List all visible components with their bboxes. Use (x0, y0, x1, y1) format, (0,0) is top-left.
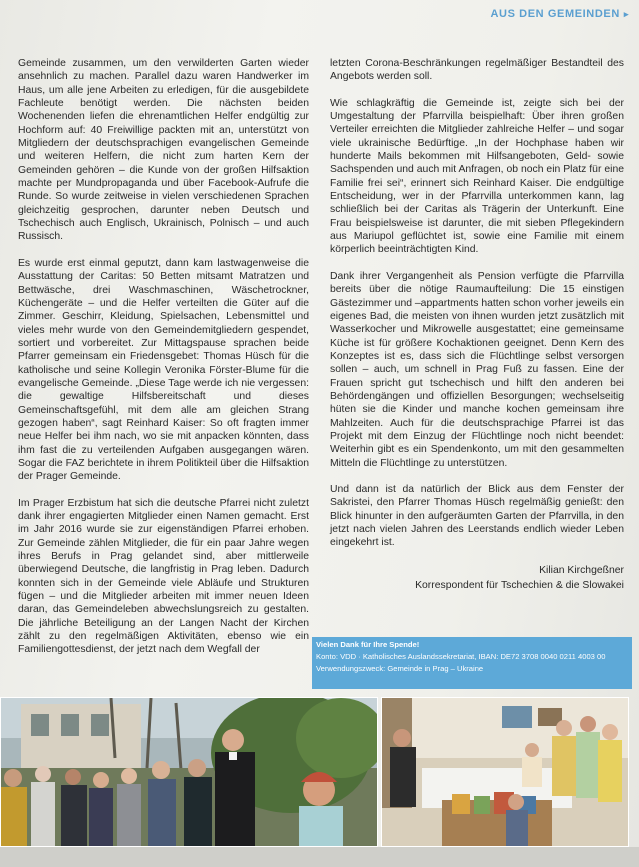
donation-box (312, 637, 632, 689)
section-marker-icon: ▸ (623, 9, 629, 19)
paragraph: Wie schlagkräftig die Gemeinde ist, zeigte sich bei der Umgestaltung der Pfarrvilla beispielhaft: Über ihren großen Verteiler erreichten die Mitglieder zahlreiche Helfer – und sogar viele ukrainische Bedürftige. „In der Hochphase haben wir hunderte Mails bekommen mit Hilfsangeboten, Geld- sowie Sachspenden und auch mit Anfragen, ob noch ein Platz für eine Familie frei sei“, erinnert sich Reinhard Kaiser. Die endgültige Entscheidung, wer in der Pfarrvilla unterkommen kann, lag schließlich bei der Caritas als Trägerin der Unterkunft. Eine Frau beispielsweise ist darunter, die mit sieben Pflegekindern aus Mariupol geflüchtet ist, sowie eine Familie mit einem körperlich beeinträchtigten Kind. (330, 97, 624, 256)
paragraph: letzten Corona-Beschränkungen regelmäßiger Bestandteil des Angebots werden soll. (330, 58, 624, 83)
section-title: AUS DEN GEMEINDEN (490, 8, 620, 20)
left-column (18, 57, 309, 670)
donation-title: Vielen Dank für Ihre Spende! (316, 640, 420, 649)
right-column (330, 57, 624, 594)
author-name: Kilian Kirchgeßner (539, 564, 624, 576)
section-header (490, 8, 629, 20)
donation-account: Konto: VDD · Katholisches Auslandssekretariat, IBAN: DE72 3708 0040 0211 4003 00 (316, 652, 606, 661)
garden-group-image (1, 698, 377, 846)
paragraph: Und dann ist da natürlich der Blick aus dem Fenster der Sakristei, den Pfarrer Thomas Hüsch regelmäßig genießt: den Blick hinunter in den aufgeräumten Garten der Pfarrvilla, in den jetzt nach vielen Jahren des Leerstands endlich wieder Leben eingekehrt ist. (330, 483, 624, 549)
donations-room-image (382, 698, 628, 846)
author-role: Korrespondent für Tschechien & die Slowakei (415, 580, 624, 592)
photo-garden-group (0, 697, 378, 847)
paragraph: Gemeinde zusammen, um den verwilderten Garten wieder ansehnlich zu machen. Parallel dazu waren Handwerker im Haus, um alle jene Arbeiten zu erledigen, für die ausgebildete Fachleute benötigt werden. Die nächsten beiden Wochenenden liefen die ehrenamtlichen Helfer endgültig zur Hochform auf: 40 Freiwillige packten mit an, unterstützt von Mitgliedern der deutschsprachigen evangelischen Gemeinde und weiteren Helfern, die nicht zum harten Kern der Gemeinden gehören – die Kunde von der großen Hilfsaktion machte per Mundpropaganda und über Facebook-Aufrufe die Runde. So wurde zeitweise in vielen verschiedenen Sprachen gleichzeitig gesprochen, darunter neben Deutsch und Tschechisch auch Englisch, Ukrainisch, Polnisch – und auch Russisch. (18, 58, 309, 243)
paragraph: Dank ihrer Vergangenheit als Pension verfügte die Pfarrvilla bereits über die nötige Raumaufteilung: Die 15 einstigen Gästezimmer und –appartments hatten schon vorher jeweils ein eigenes Bad, die meisten von ihnen wurden jetzt zusätzlich mit Wasserkocher und Mikrowelle ausgestattet; eine gemeinsame Küche ist für größere Kochaktionen geeignet. Denn Kern des Konzeptes ist es, dass sich die Flüchtlinge selbst versorgen sollen – auch, um schnell in Prag Fuß zu fassen. Eine der Frauen spricht gut tschechisch und hilft den anderen bei Behördengängen und offiziellen Besorgungen; wechselseitig hüten sie die Kinder und manche kochen gemeinsam ihre Mahlzeiten. Auch für die deutschsprachige Pfarrei ist das Projekt mit dem Einzug der Flüchtlinge noch nicht beendet: Weiterhin gibt es ein Spendenkonto, um mit den gesammelten Mitteln die Flüchtlinge zu unterstützen. (330, 270, 624, 469)
page-bottom-edge (0, 847, 639, 867)
donation-purpose: Verwendungszweck: Gemeinde in Prag – Ukraine (316, 664, 484, 673)
signature (330, 564, 624, 593)
photo-donations-room (381, 697, 629, 847)
paragraph: Im Prager Erzbistum hat sich die deutsche Pfarrei nicht zuletzt dank ihrer engagierten Mitglieder einen Namen gemacht. Erst im Jahr 2016 wurde sie zur eigenständigen Pfarrei erhoben. Zur Gemeinde zählen Mitglieder, die für ein paar Jahre wegen ihres Berufs in Prag gelandet sind, aber mittlerweile überwiegend Deutsche, die langfristig in Prag leben. Dadurch konnten sich in der Gemeinde viele Abläufe und Strukturen fügen – und die Mitglieder arbeiten mit immer neuen Ideen daran, das Gemeindeleben abwechslungsreich zu gestalten. Die jährliche Beteiligung an der Langen Nacht der Kirchen zählt zu den regelmäßigen Aktivitäten, ebenso wie ein Familiengottesdienst, der jetzt nach dem Wegfall der (18, 497, 309, 656)
paragraph: Es wurde erst einmal geputzt, dann kam lastwagenweise die Ausstattung der Caritas: 50 Betten mitsamt Matratzen und Bettwäsche, drei Waschmaschinen, Wäschetrockner, Küchengeräte – und die Helfer verteilten die Güter auf die Zimmer. Geschirr, Kleidung, Spielsachen, Lebensmittel und vieles mehr wurde von den Gemeindemitgliedern gespendet, sortiert und vorbereitet. Zur Mittagspause sprachen beide Pfarrer gemeinsam ein Friedensgebet: Thomas Hüsch für die katholische und seine Kollegin Veronika Förster-Blume für die evangelische Gemeinde. „Diese Tage werde ich nie vergessen: die gewaltige Hilfsbereitschaft und dieses Gemeinschaftsgefühl, mit dem alle am gleichen Strang gezogen haben“, sagt Reinhard Kaiser: So oft fragten immer neue Helfer bei ihm nach, wo sie mit anpacken könnten, dass ihm fast die zu verteilenden Aufgaben ausgegangen wären. Sogar die FAZ berichtete in ihrem Politikteil über die Hilfsaktion der Prager Gemeinde. (18, 257, 309, 483)
